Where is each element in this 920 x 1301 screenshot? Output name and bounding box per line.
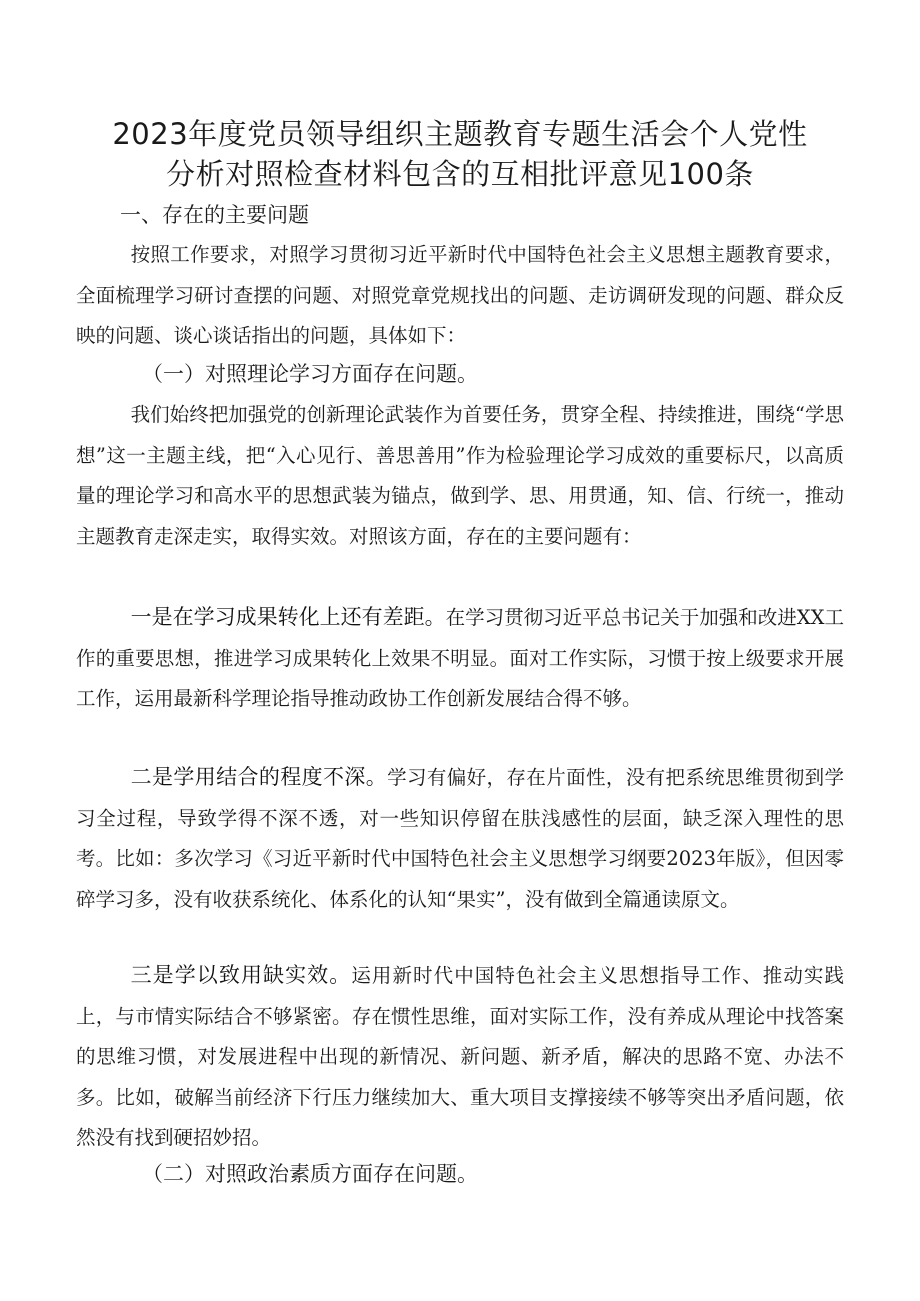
section-heading-main-problems: 一、存在的主要问题	[120, 203, 309, 227]
document-title-line-2: 分析对照检查材料包含的互相批评意见100条	[166, 157, 754, 191]
subsection-heading-theory-study: （一）对照理论学习方面存在问题。	[142, 362, 478, 386]
problem-point-1-body: 在学习贯彻习近平总书记关于加强和改进XX工作的重要思想，推进学习成果转化上效果不明显。面对工作实际，习惯于按上级要求开展工作，运用最新科学理论指导推动政协工作创新发展结合得不够。	[76, 606, 844, 710]
problem-point-2-lead: 二是学用结合的程度不深。	[130, 765, 388, 789]
problem-point-1-lead: 一是在学习成果转化上还有差距。	[130, 605, 446, 629]
problem-point-3-lead: 三是学以致用缺实效。	[130, 963, 352, 987]
theory-study-paragraph: 我们始终把加强党的创新理论武装作为首要任务，贯穿全程、持续推进，围绕“学思想”这一主题主线，把“入心见行、善思善用”作为检验理论学习成效的重要标尺，以高质量的理论学习和高水平的思想武装为锚点，做到学、思、用贯通，知、信、行统一，推动主题教育走深走实，取得实效。对照该方面，存在的主要问题有：	[76, 403, 844, 548]
problem-point-2	[76, 757, 844, 920]
problem-point-2-body: 学习有偏好，存在片面性，没有把系统思维贯彻到学习全过程，导致学得不深不透，对一些知识停留在肤浅感性的层面，缺乏深入理性的思考。比如：多次学习《习近平新时代中国特色社会主义思想学习纲要2023年版》，但因零碎学习多，没有收获系统化、体系化的认知“果实”，没有做到全篇通读原文。	[76, 766, 844, 911]
subsection-heading-political-quality: （二）对照政治素质方面存在问题。	[142, 1162, 478, 1186]
intro-paragraph: 按照工作要求，对照学习贯彻习近平新时代中国特色社会主义思想主题教育要求，全面梳理学习研讨查摆的问题、对照党章党规找出的问题、走访调研发现的问题、群众反映的问题、谈心谈话指出的问题，具体如下：	[76, 243, 844, 347]
problem-point-1	[76, 597, 844, 720]
problem-point-3-body: 运用新时代中国特色社会主义思想指导工作、推动实践上，与市情实际结合不够紧密。存在惯性思维，面对实际工作，没有养成从理论中找答案的思维习惯，对发展进程中出现的新情况、新问题、新矛盾，解决的思路不宽、办法不多。比如，破解当前经济下行压力继续加大、重大项目支撑接续不够等突出矛盾问题，依然没有找到硬招妙招。	[76, 964, 844, 1149]
problem-point-3	[76, 955, 844, 1159]
document-title-line-1: 2023年度党员领导组织主题教育专题生活会个人党性	[112, 117, 808, 151]
